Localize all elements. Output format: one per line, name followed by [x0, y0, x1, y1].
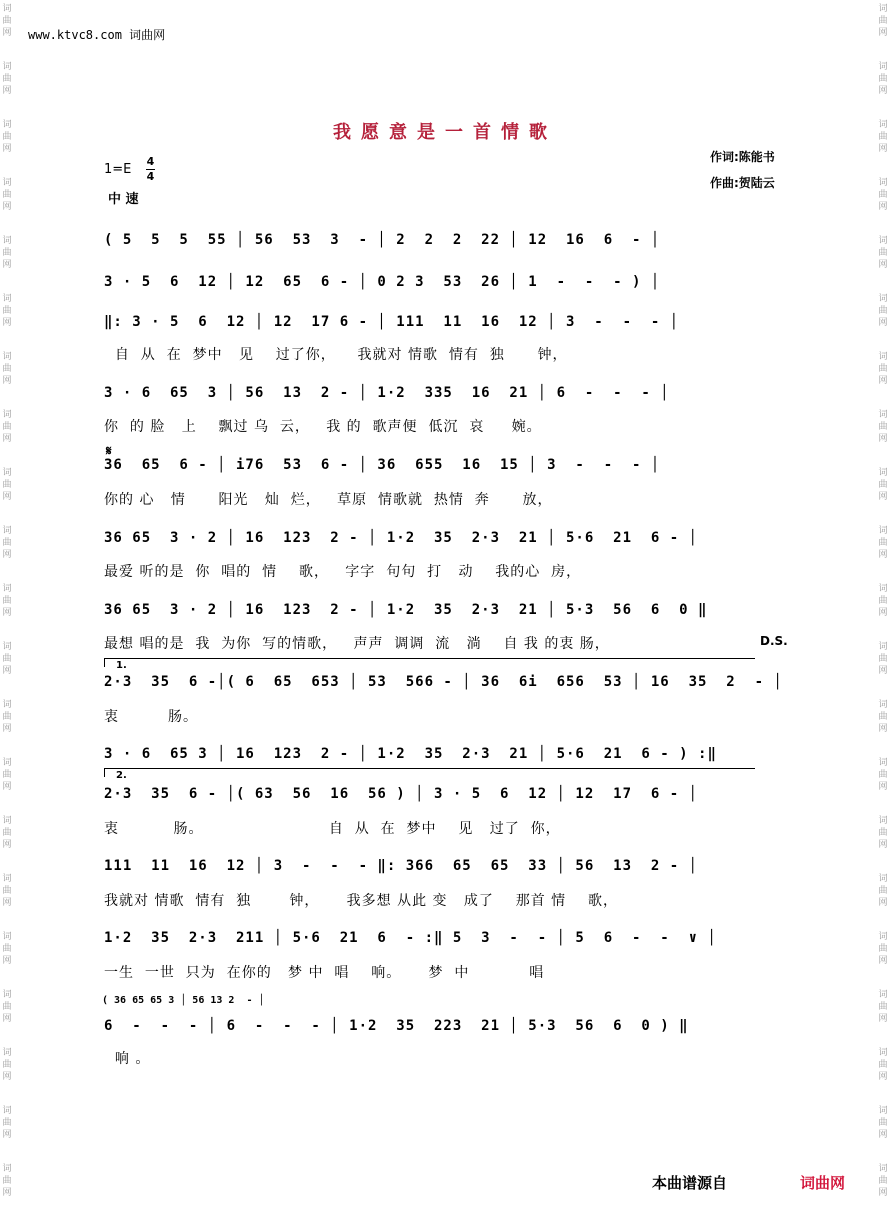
watermark-char: 曲	[878, 1176, 888, 1186]
volta-bracket-2	[104, 768, 755, 777]
notation-row: ( 5 5 5 55 │ 56 53 3 - │ 2 2 2 22 │ 12 16 6 - │	[104, 232, 661, 248]
watermark-char: 词	[2, 352, 12, 362]
watermark-char: 曲	[2, 248, 12, 258]
watermark-char: 网	[2, 318, 12, 328]
lyric-row: 自 从 在 梦中 见 过了你， 我就对 情歌 情有 独 钟，	[104, 347, 568, 363]
notation-row: ‖: 3 · 5 6 12 │ 12 17 6 - │ 111 11 16 12 │ 3 - - - │	[104, 314, 680, 330]
watermark-char: 网	[2, 260, 12, 270]
watermark-left	[0, 0, 14, 1218]
watermark-char: 网	[878, 1014, 888, 1024]
watermark-char: 网	[2, 376, 12, 386]
time-signature	[146, 156, 155, 183]
lyric-row: 我就对 情歌 情有 独 钟， 我多想 从此 变 成了 那首 情 歌，	[104, 893, 618, 909]
notation-row: 36 65 3 · 2 │ 16 123 2 - │ 1·2 35 2·3 21 │ 5·6 21 6 - │	[104, 530, 699, 546]
watermark-char: 网	[878, 28, 888, 38]
watermark-char: 词	[878, 62, 888, 72]
watermark-char: 曲	[878, 306, 888, 316]
notation-row: 2·3 35 6 - │( 63 56 16 56 ) │ 3 · 5 6 12 │ 12 17 6 - │	[104, 786, 699, 802]
watermark-char: 网	[2, 666, 12, 676]
lyric-row: 你的 心 情 阳光 灿 烂， 草原 情歌就 热情 奔 放，	[104, 492, 553, 508]
watermark-char: 网	[878, 260, 888, 270]
lyricist-credit: 作词:陈能书	[710, 150, 775, 164]
watermark-char: 词	[878, 1048, 888, 1058]
watermark-char: 网	[2, 724, 12, 734]
watermark-char: 网	[2, 86, 12, 96]
watermark-char: 曲	[878, 886, 888, 896]
notation-row: 111 11 16 12 │ 3 - - - ‖: 366 65 65 33 │ 56 13 2 - │	[104, 858, 699, 874]
watermark-char: 网	[878, 1188, 888, 1198]
site-url: www.ktvc8.com 词曲网	[28, 28, 166, 42]
notation-row: 1·2 35 2·3 211 │ 5·6 21 6 - :‖ 5 3 - - │ 5 6 - - ∨ │	[104, 930, 717, 946]
watermark-char: 曲	[878, 74, 888, 84]
watermark-char: 网	[878, 1072, 888, 1082]
watermark-char: 词	[2, 1164, 12, 1174]
watermark-char: 曲	[2, 538, 12, 548]
watermark-char: 曲	[2, 1118, 12, 1128]
time-sig-bottom: 4	[146, 170, 155, 183]
watermark-char: 曲	[2, 944, 12, 954]
watermark-char: 网	[878, 724, 888, 734]
watermark-char: 网	[878, 202, 888, 212]
composer-credit: 作曲:贺陆云	[710, 176, 775, 190]
small-cue-line: ( 36 65 65 3 │ 56 13 2 - │	[102, 995, 265, 1006]
watermark-char: 词	[2, 990, 12, 1000]
watermark-char: 词	[2, 1106, 12, 1116]
source-site: 词曲网	[800, 1174, 846, 1192]
notation-row: 36 65 6 - │ i76 53 6 - │ 36 655 16 15 │ 3 - - - │	[104, 457, 661, 473]
watermark-char: 词	[2, 236, 12, 246]
watermark-char: 曲	[878, 132, 888, 142]
time-sig-top: 4	[146, 155, 155, 168]
watermark-char: 词	[878, 1106, 888, 1116]
lyric-row: 你 的 脸 上 飘过 乌 云， 我 的 歌声便 低沉 哀 婉。	[104, 419, 542, 435]
lyric-row: 最爱 听的是 你 唱的 情 歌， 字字 句句 打 动 我的心 房，	[104, 564, 582, 580]
watermark-char: 曲	[878, 364, 888, 374]
watermark-char: 词	[2, 1048, 12, 1058]
watermark-char: 曲	[2, 190, 12, 200]
watermark-char: 词	[2, 642, 12, 652]
watermark-char: 网	[2, 898, 12, 908]
watermark-char: 曲	[878, 1002, 888, 1012]
watermark-char: 曲	[2, 828, 12, 838]
watermark-char: 网	[2, 1130, 12, 1140]
watermark-char: 网	[878, 318, 888, 328]
song-title: 我愿意是一首情歌	[333, 122, 557, 143]
watermark-char: 网	[878, 956, 888, 966]
watermark-char: 曲	[878, 654, 888, 664]
watermark-char: 曲	[2, 596, 12, 606]
source-label: 本曲谱源自	[652, 1174, 728, 1192]
watermark-char: 词	[2, 294, 12, 304]
watermark-char: 曲	[878, 1060, 888, 1070]
watermark-char: 词	[2, 932, 12, 942]
watermark-char: 词	[878, 120, 888, 130]
watermark-char: 曲	[2, 422, 12, 432]
tempo-marking: 中 速	[108, 192, 139, 207]
ds-mark: D.S.	[760, 634, 788, 648]
notation-row: 6 - - - │ 6 - - - │ 1·2 35 223 21 │ 5·3 56 6 0 ) ‖	[104, 1018, 689, 1034]
lyric-row: 一生 一世 只为 在你的 梦 中 唱 响。 梦 中 唱	[104, 965, 545, 981]
watermark-char: 曲	[2, 1176, 12, 1186]
watermark-char: 词	[878, 758, 888, 768]
watermark-char: 曲	[2, 712, 12, 722]
watermark-char: 曲	[2, 1002, 12, 1012]
watermark-char: 词	[878, 468, 888, 478]
watermark-char: 网	[878, 840, 888, 850]
watermark-char: 曲	[2, 306, 12, 316]
watermark-char: 网	[878, 492, 888, 502]
watermark-char: 词	[878, 352, 888, 362]
watermark-char: 网	[2, 202, 12, 212]
watermark-char: 网	[878, 550, 888, 560]
volta-2-label: 2.	[116, 770, 127, 781]
watermark-char: 词	[878, 584, 888, 594]
watermark-char: 网	[2, 1014, 12, 1024]
watermark-char: 词	[2, 62, 12, 72]
watermark-char: 词	[878, 236, 888, 246]
watermark-char: 词	[878, 4, 888, 14]
watermark-char: 词	[878, 178, 888, 188]
watermark-char: 曲	[2, 16, 12, 26]
watermark-char: 曲	[2, 364, 12, 374]
watermark-char: 词	[2, 468, 12, 478]
watermark-char: 网	[2, 550, 12, 560]
watermark-char: 词	[2, 584, 12, 594]
notation-row: 36 65 3 · 2 │ 16 123 2 - │ 1·2 35 2·3 21 │ 5·3 56 6 0 ‖	[104, 602, 708, 618]
watermark-char: 网	[2, 782, 12, 792]
watermark-char: 网	[2, 608, 12, 618]
watermark-char: 曲	[878, 248, 888, 258]
watermark-right	[876, 0, 890, 1218]
watermark-char: 词	[878, 1164, 888, 1174]
watermark-char: 曲	[2, 654, 12, 664]
watermark-char: 曲	[2, 132, 12, 142]
key-signature: 1=E	[104, 162, 132, 177]
watermark-char: 词	[2, 816, 12, 826]
watermark-char: 网	[2, 434, 12, 444]
watermark-char: 词	[878, 700, 888, 710]
watermark-char: 曲	[878, 596, 888, 606]
watermark-char: 词	[2, 120, 12, 130]
watermark-char: 网	[878, 898, 888, 908]
watermark-char: 曲	[878, 944, 888, 954]
volta-bracket-1	[104, 658, 755, 667]
watermark-char: 网	[878, 86, 888, 96]
lyric-row: 响 。	[104, 1051, 151, 1067]
watermark-char: 词	[2, 4, 12, 14]
watermark-char: 网	[2, 492, 12, 502]
watermark-char: 网	[878, 1130, 888, 1140]
watermark-char: 网	[2, 840, 12, 850]
watermark-char: 词	[2, 178, 12, 188]
notation-row: 2·3 35 6 -│( 6 65 653 │ 53 566 - │ 36 6i 656 53 │ 16 35 2 - │	[104, 674, 783, 690]
lyric-row: 衷 肠。	[104, 709, 199, 725]
watermark-char: 曲	[2, 74, 12, 84]
watermark-char: 曲	[878, 538, 888, 548]
volta-1-label: 1.	[116, 660, 127, 671]
watermark-char: 网	[878, 434, 888, 444]
watermark-char: 曲	[878, 828, 888, 838]
watermark-char: 词	[2, 410, 12, 420]
watermark-char: 词	[878, 642, 888, 652]
watermark-char: 曲	[2, 770, 12, 780]
watermark-char: 词	[2, 700, 12, 710]
watermark-char: 曲	[878, 770, 888, 780]
watermark-char: 词	[878, 990, 888, 1000]
notation-row: 3 · 6 65 3 │ 56 13 2 - │ 1·2 335 16 21 │ 6 - - - │	[104, 385, 670, 401]
notation-row: 3 · 6 65 3 │ 16 123 2 - │ 1·2 35 2·3 21 │ 5·6 21 6 - ) :‖	[104, 746, 717, 762]
watermark-char: 词	[878, 526, 888, 536]
watermark-char: 词	[878, 932, 888, 942]
watermark-char: 网	[2, 956, 12, 966]
watermark-char: 曲	[878, 480, 888, 490]
watermark-char: 词	[878, 294, 888, 304]
watermark-char: 网	[878, 144, 888, 154]
watermark-char: 网	[2, 144, 12, 154]
watermark-char: 词	[878, 874, 888, 884]
watermark-char: 网	[2, 1188, 12, 1198]
notation-row: 3 · 5 6 12 │ 12 65 6 - │ 0 2 3 53 26 │ 1 - - - ) │	[104, 274, 661, 290]
watermark-char: 网	[2, 1072, 12, 1082]
watermark-char: 词	[2, 874, 12, 884]
watermark-char: 词	[2, 526, 12, 536]
watermark-char: 曲	[878, 712, 888, 722]
segno-sign: 𝄋	[106, 444, 112, 459]
watermark-char: 网	[2, 28, 12, 38]
watermark-char: 曲	[2, 1060, 12, 1070]
watermark-char: 词	[2, 758, 12, 768]
watermark-char: 曲	[2, 886, 12, 896]
watermark-char: 曲	[878, 422, 888, 432]
watermark-char: 词	[878, 816, 888, 826]
watermark-char: 网	[878, 782, 888, 792]
watermark-char: 网	[878, 666, 888, 676]
watermark-char: 曲	[2, 480, 12, 490]
lyric-row: 衷 肠。 自 从 在 梦中 见 过了 你，	[104, 821, 561, 837]
watermark-char: 词	[878, 410, 888, 420]
watermark-char: 曲	[878, 1118, 888, 1128]
watermark-char: 曲	[878, 16, 888, 26]
lyric-row: 最想 唱的是 我 为你 写的情歌， 声声 调调 流 淌 自 我 的衷 肠，	[104, 636, 610, 652]
watermark-char: 曲	[878, 190, 888, 200]
watermark-char: 网	[878, 376, 888, 386]
watermark-char: 网	[878, 608, 888, 618]
